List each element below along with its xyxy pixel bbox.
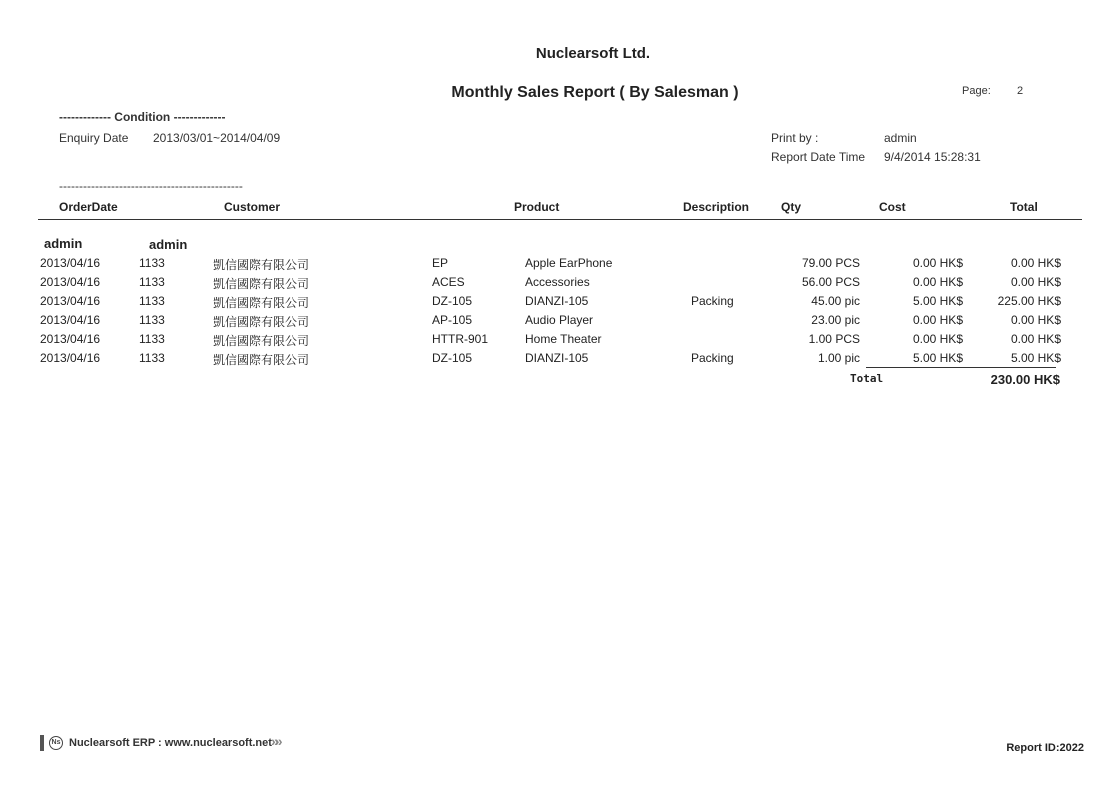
column-header-orderdate: OrderDate <box>59 200 118 214</box>
product-name-cell: Home Theater <box>525 332 602 346</box>
order-date-cell: 2013/04/16 <box>40 351 101 365</box>
total-cell: 5.00 HK$ <box>1010 351 1061 365</box>
grand-total-label: Total <box>850 372 884 385</box>
header-rule <box>38 219 1082 220</box>
table-row <box>0 332 1120 351</box>
company-name: Nuclearsoft Ltd. <box>535 45 651 62</box>
product-code-cell: HTTR-901 <box>432 332 489 346</box>
order-date-cell: 2013/04/16 <box>40 294 101 308</box>
total-cell: 225.00 HK$ <box>997 294 1061 308</box>
table-row <box>0 294 1120 313</box>
customer-code-cell: 1133 <box>139 294 165 308</box>
cost-cell: 0.00 HK$ <box>912 313 963 327</box>
enquiry-date-value: 2013/03/01~2014/04/09 <box>153 131 281 145</box>
customer-code-cell: 1133 <box>139 332 165 346</box>
product-code-cell: AP-105 <box>432 313 473 327</box>
product-code-cell: ACES <box>432 275 465 289</box>
logo-bar <box>40 735 44 751</box>
report-datetime-value: 9/4/2014 15:28:31 <box>884 150 981 164</box>
column-header-customer: Customer <box>224 200 281 214</box>
order-date-cell: 2013/04/16 <box>40 256 101 270</box>
page-number: 2 <box>1017 85 1024 97</box>
qty-cell: 1.00 PCS <box>808 332 860 346</box>
product-name-cell: DIANZI-105 <box>525 294 589 308</box>
cost-cell: 0.00 HK$ <box>912 256 963 270</box>
report-title: Monthly Sales Report ( By Salesman ) <box>451 84 739 101</box>
product-code-cell: DZ-105 <box>432 294 473 308</box>
customer-name-cell: 凱信國際有限公司 <box>213 296 310 310</box>
total-cell: 0.00 HK$ <box>1010 313 1061 327</box>
qty-cell: 79.00 PCS <box>801 256 860 270</box>
salesman-name: admin <box>149 237 188 252</box>
description-cell: Packing <box>691 294 734 308</box>
order-date-cell: 2013/04/16 <box>40 275 101 289</box>
print-by-label: Print by : <box>771 131 819 145</box>
total-cell: 0.00 HK$ <box>1010 332 1061 346</box>
customer-name-cell: 凱信國際有限公司 <box>213 334 310 348</box>
total-cell: 0.00 HK$ <box>1010 275 1061 289</box>
product-code-cell: DZ-105 <box>432 351 473 365</box>
order-date-cell: 2013/04/16 <box>40 313 101 327</box>
condition-header: ------------- Condition ------------- <box>59 110 226 124</box>
table-row <box>0 313 1120 332</box>
customer-name-cell: 凱信國際有限公司 <box>213 315 310 329</box>
customer-name-cell: 凱信國際有限公司 <box>213 353 310 367</box>
report-datetime-label: Report Date Time <box>771 150 866 164</box>
enquiry-date-label: Enquiry Date <box>59 131 129 145</box>
customer-name-cell: 凱信國際有限公司 <box>213 277 310 291</box>
product-name-cell: Apple EarPhone <box>525 256 613 270</box>
qty-cell: 45.00 pic <box>811 294 860 308</box>
product-name-cell: Audio Player <box>525 313 594 327</box>
product-name-cell: DIANZI-105 <box>525 351 589 365</box>
double-chevron-icon: »» <box>271 733 279 749</box>
condition-divider: ---------------------------------------------- <box>59 179 243 193</box>
customer-name-cell: 凱信國際有限公司 <box>213 258 310 272</box>
total-cell: 0.00 HK$ <box>1010 256 1061 270</box>
product-name-cell: Accessories <box>525 275 590 289</box>
footer-logo-text: Nuclearsoft ERP : www.nuclearsoft.net <box>69 737 272 749</box>
salesman-code: admin <box>44 236 83 251</box>
table-row <box>0 275 1120 294</box>
total-rule <box>866 367 1056 368</box>
column-header-total: Total <box>1010 200 1038 214</box>
qty-cell: 56.00 PCS <box>801 275 860 289</box>
qty-cell: 1.00 pic <box>817 351 860 365</box>
column-header-product: Product <box>514 200 560 214</box>
column-header-description: Description <box>683 200 750 214</box>
print-by-value: admin <box>884 131 917 145</box>
customer-code-cell: 1133 <box>139 275 165 289</box>
grand-total-value: 230.00 HK$ <box>990 372 1060 387</box>
description-cell: Packing <box>691 351 734 365</box>
table-row <box>0 256 1120 275</box>
cost-cell: 5.00 HK$ <box>912 294 963 308</box>
customer-code-cell: 1133 <box>139 351 165 365</box>
qty-cell: 23.00 pic <box>811 313 860 327</box>
product-code-cell: EP <box>432 256 449 270</box>
column-header-qty: Qty <box>781 200 802 214</box>
page-label: Page: <box>962 85 991 97</box>
customer-code-cell: 1133 <box>139 256 165 270</box>
column-header-cost: Cost <box>879 200 906 214</box>
nuclearsoft-logo-icon: Ns <box>49 736 63 750</box>
order-date-cell: 2013/04/16 <box>40 332 101 346</box>
cost-cell: 0.00 HK$ <box>912 332 963 346</box>
cost-cell: 0.00 HK$ <box>912 275 963 289</box>
cost-cell: 5.00 HK$ <box>912 351 963 365</box>
report-id: Report ID:2022 <box>1006 742 1084 754</box>
customer-code-cell: 1133 <box>139 313 165 327</box>
footer-logo <box>40 734 292 752</box>
